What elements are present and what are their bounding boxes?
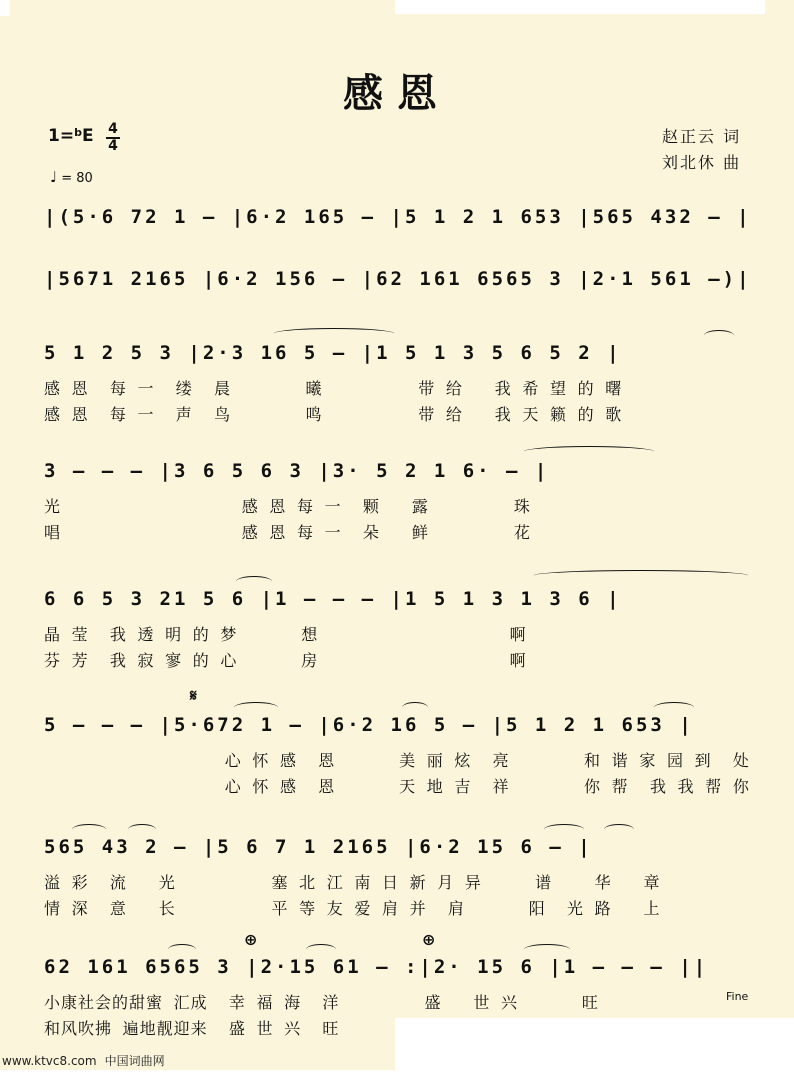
- score-row-3: [44, 338, 758, 458]
- notes-line: |(5·6 72 1 – |6·2 165 – |5 1 2 1 653 |565 432 – |: [44, 206, 752, 228]
- lyric-verse-2: 感 恩 每 一 声 鸟 鸣 带 给 我 天 籁 的 歌: [44, 405, 623, 424]
- slur: [704, 330, 734, 341]
- slur: [604, 824, 634, 835]
- quarter-note-icon: ♩: [50, 168, 58, 186]
- lyric-verse-2: 芬 芳 我 寂 寥 的 心 房 啊: [44, 651, 527, 670]
- flat-sign: b: [74, 126, 82, 139]
- notes-line: 3 – – – |3 6 5 6 3 |3· 5 2 1 6· – |: [44, 460, 550, 482]
- lyric-verse-1: 心 怀 感 恩 美 丽 炫 亮 和 谐 家 园 到 处: [44, 751, 750, 770]
- lyric-verse-1: 感 恩 每 一 缕 晨 曦 带 给 我 希 望 的 曙: [44, 379, 623, 398]
- coda-icon: ⊕: [422, 930, 436, 949]
- fine-mark: Fine: [726, 990, 749, 1003]
- source-watermark: [2, 1052, 165, 1069]
- notes-line: 62 161 6565 3 |2·15 61 – :|2· 15 6 |1 – – – ||: [44, 956, 709, 978]
- segno-icon: 𝄋: [190, 686, 197, 705]
- lyric-verse-1: 晶 莹 我 透 明 的 梦 想 啊: [44, 625, 527, 644]
- time-signature: [106, 122, 120, 154]
- notes-line: 6 6 5 3 21 5 6 |1 – – – |1 5 1 3 1 3 6 |: [44, 588, 622, 610]
- time-bottom: 4: [108, 138, 118, 154]
- score-row-5: [44, 584, 758, 704]
- score-row-6: [44, 686, 758, 830]
- lyric-verse-1: 小康社会的甜蜜 汇成 幸 福 海 洋 盛 世 兴 旺: [44, 993, 599, 1012]
- tempo-mark: [50, 168, 93, 186]
- lyricist-credit: 赵正云 词: [662, 127, 742, 146]
- score-row-4: [44, 456, 758, 576]
- lyric-verse-2: 唱 感 恩 每 一 朵 鲜 花: [44, 523, 531, 542]
- source-site: www.ktvc8.com: [2, 1054, 97, 1068]
- key-prefix: 1=: [48, 126, 75, 146]
- time-top: 4: [108, 121, 118, 137]
- key-signature: [48, 126, 94, 146]
- composer-credit: 刘北休 曲: [662, 153, 742, 172]
- notes-line: |5671 2165 |6·2 156 – |62 161 6565 3 |2·1 561 –)|: [44, 268, 752, 290]
- notes-line: 5 – – – |5·672 1 – |6·2 16 5 – |5 1 2 1 653 |: [44, 714, 694, 736]
- source-name: 中国词曲网: [104, 1054, 165, 1068]
- notes-line: 565 43 2 – |5 6 7 1 2165 |6·2 15 6 – |: [44, 836, 593, 858]
- lyric-verse-2: 情 深 意 长 平 等 友 爱 肩 并 肩 阳 光 路 上: [44, 899, 661, 918]
- lyric-verse-1: 溢 彩 流 光 塞 北 江 南 日 新 月 异 谱 华 章: [44, 873, 661, 892]
- coda-icon: ⊕: [244, 930, 258, 949]
- slur: [534, 570, 748, 581]
- lyric-verse-2: 心 怀 感 恩 天 地 吉 祥 你 帮 我 我 帮 你: [44, 777, 750, 796]
- torn-edge: [395, 0, 765, 14]
- tempo-value: = 80: [61, 171, 93, 186]
- song-title: 感恩: [343, 71, 451, 117]
- key-note: E: [81, 126, 94, 146]
- lyric-verse-1: 光 感 恩 每 一 颗 露 珠: [44, 497, 531, 516]
- notes-line: 5 1 2 5 3 |2·3 16 5 – |1 5 1 3 5 6 5 2 |: [44, 342, 622, 364]
- torn-corner: [0, 0, 10, 16]
- lyric-verse-2: 和风吹拂 遍地靓迎来 盛 世 兴 旺: [44, 1019, 340, 1038]
- score-row-7: [44, 832, 758, 952]
